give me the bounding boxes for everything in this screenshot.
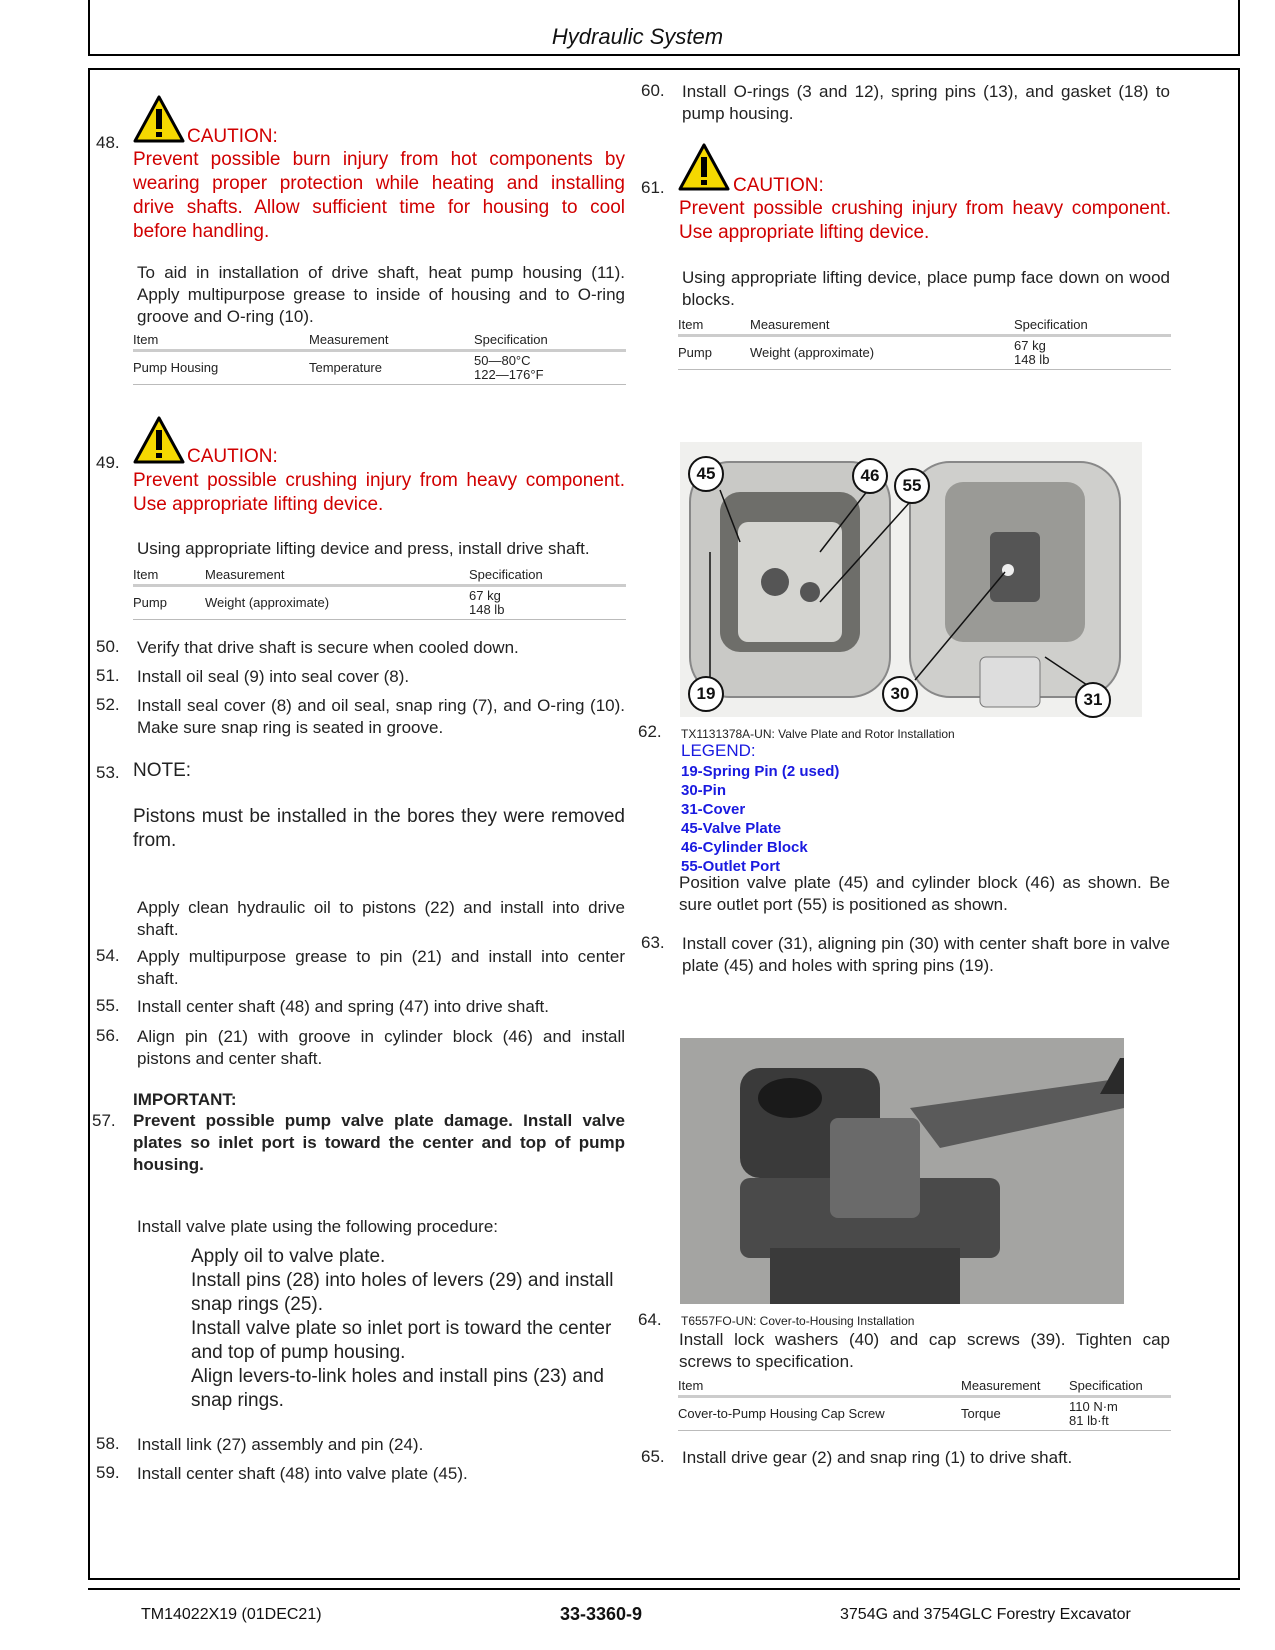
procedure-item: Apply oil to valve plate.	[191, 1246, 386, 1267]
important-text: Prevent possible pump valve plate damage. Install valve plates so inlet port is toward the center and top of pump housing.	[133, 1111, 625, 1174]
spec-table	[678, 315, 1171, 370]
footer-machine-name: 3754G and 3754GLC Forestry Excavator	[840, 1606, 1131, 1623]
table-cell: 148 lb	[1014, 352, 1050, 367]
step-text: Install drive gear (2) and snap ring (1) to drive shaft.	[682, 1448, 1073, 1467]
step-number: 57.	[92, 1111, 116, 1130]
legend-item: 19-Spring Pin (2 used)	[681, 763, 840, 780]
step-text: Install cover (31), aligning pin (30) with center shaft bore in valve plate (45) and holes with spring pins (19).	[682, 934, 1170, 975]
step-text: Install oil seal (9) into seal cover (8).	[137, 667, 410, 686]
table-cell: 67 kg	[469, 588, 501, 603]
table-cell: Pump	[133, 586, 205, 620]
caution-title: CAUTION:	[187, 126, 278, 147]
table-header: Item	[678, 1376, 961, 1397]
procedure-item: Install valve plate so inlet port is toward the center and top of pump housing.	[191, 1318, 612, 1363]
table-cell: 50—80°C	[474, 353, 531, 368]
table-cell: Torque	[961, 1397, 1069, 1431]
legend-item: 45-Valve Plate	[681, 820, 782, 837]
step-number: 54.	[96, 946, 120, 965]
caution-text: Prevent possible crushing injury from heavy component. Use appropriate lifting device.	[679, 198, 1171, 243]
procedure-list	[191, 1245, 626, 1413]
table-header: Measurement	[309, 330, 474, 351]
step-number: 53.	[96, 763, 120, 782]
important-title: IMPORTANT:	[133, 1090, 237, 1109]
table-cell: Pump Housing	[133, 351, 309, 385]
step-number: 52.	[96, 695, 120, 714]
table-cell: 148 lb	[469, 602, 505, 617]
table-cell: Pump	[678, 336, 750, 370]
table-cell: Weight (approximate)	[750, 336, 1014, 370]
cover-housing-illustration	[680, 1038, 1124, 1304]
table-cell: Temperature	[309, 351, 474, 385]
warning-icon	[678, 143, 730, 191]
table-header: Item	[678, 315, 750, 336]
table-header: Measurement	[205, 565, 469, 586]
legend-item: 55-Outlet Port	[681, 858, 781, 875]
step-number: 60.	[641, 81, 665, 100]
step-text: Install link (27) assembly and pin (24).	[137, 1435, 424, 1454]
legend-item: 31-Cover	[681, 801, 746, 818]
step-number: 63.	[641, 933, 665, 952]
table-header: Item	[133, 330, 309, 351]
cover-housing-photo	[680, 1038, 1124, 1304]
step-text: Align pin (21) with groove in cylinder block (46) and install pistons and center shaft.	[137, 1027, 625, 1068]
caution-text: Prevent possible burn injury from hot components by wearing proper protection while heating and installing drive shafts. Allow sufficient time for housing to cool before handling.	[133, 149, 625, 242]
step-number: 61.	[641, 178, 665, 197]
legend-item: 46-Cylinder Block	[681, 839, 808, 856]
step-number: 50.	[96, 637, 120, 656]
note-title: NOTE:	[133, 760, 192, 781]
table-header: Specification	[1069, 1376, 1171, 1397]
caution-text: Prevent possible crushing injury from heavy component. Use appropriate lifting device.	[133, 470, 625, 515]
callout-30: 30	[882, 676, 918, 712]
step-text: Verify that drive shaft is secure when cooled down.	[137, 638, 519, 657]
spec-table	[133, 565, 626, 620]
legend-list	[681, 762, 839, 876]
callout-19: 19	[688, 676, 724, 712]
table-header: Item	[133, 565, 205, 586]
callout-31: 31	[1075, 682, 1111, 718]
step-number: 62.	[638, 722, 662, 741]
callout-45: 45	[688, 456, 724, 492]
warning-icon	[133, 95, 185, 143]
table-header: Measurement	[961, 1376, 1069, 1397]
table-cell: Cover-to-Pump Housing Cap Screw	[678, 1397, 961, 1431]
procedure-item: Install pins (28) into holes of levers (29) and install snap rings (25).	[191, 1270, 614, 1315]
step-number: 48.	[96, 133, 120, 152]
warning-icon	[133, 416, 185, 464]
figure-caption: TX1131378A-UN: Valve Plate and Rotor Installation	[681, 727, 955, 741]
step-text: Apply multipurpose grease to pin (21) and install into center shaft.	[137, 947, 625, 988]
step-number: 59.	[96, 1463, 120, 1482]
step-text: Apply clean hydraulic oil to pistons (22) and install into drive shaft.	[137, 898, 625, 939]
figure-caption: T6557FO-UN: Cover-to-Housing Installation	[681, 1314, 915, 1328]
step-number: 58.	[96, 1434, 120, 1453]
step-text: Install O-rings (3 and 12), spring pins (13), and gasket (18) to pump housing.	[682, 82, 1170, 123]
step-text: To aid in installation of drive shaft, heat pump housing (11). Apply multipurpose grease to inside of housing and to O-ring groove and O-ring (10).	[137, 263, 625, 326]
note-text: Pistons must be installed in the bores they were removed from.	[133, 806, 625, 851]
page-title: Hydraulic System	[551, 24, 724, 49]
caution-title: CAUTION:	[733, 175, 824, 196]
page-number: 33-3360-9	[560, 1604, 643, 1624]
table-header: Specification	[1014, 315, 1171, 336]
procedure-item: Align levers-to-link holes and install pins (23) and snap rings.	[191, 1366, 604, 1411]
table-header: Specification	[469, 565, 626, 586]
table-cell: 67 kg	[1014, 338, 1046, 353]
table-header: Measurement	[750, 315, 1014, 336]
table-cell: Weight (approximate)	[205, 586, 469, 620]
step-number: 55.	[96, 996, 120, 1015]
spec-table	[133, 330, 626, 385]
table-cell: 81 lb·ft	[1069, 1413, 1109, 1428]
callout-55: 55	[894, 468, 930, 504]
spec-table	[678, 1376, 1171, 1431]
table-cell: 110 N·m	[1069, 1399, 1118, 1414]
step-text: Using appropriate lifting device, place pump face down on wood blocks.	[682, 268, 1170, 309]
step-text: Position valve plate (45) and cylinder block (46) as shown. Be sure outlet port (55) is positioned as shown.	[679, 873, 1170, 914]
step-number: 49.	[96, 453, 120, 472]
caution-title: CAUTION:	[187, 446, 278, 467]
step-number: 51.	[96, 666, 120, 685]
footer-manual-id: TM14022X19 (01DEC21)	[141, 1606, 322, 1623]
legend-item: 30-Pin	[681, 782, 727, 799]
table-cell: 122—176°F	[474, 367, 544, 382]
step-text: Install lock washers (40) and cap screws (39). Tighten cap screws to specification.	[679, 1330, 1170, 1371]
step-text: Install seal cover (8) and oil seal, snap ring (7), and O-ring (10). Make sure snap ring is seated in groove.	[137, 696, 625, 737]
step-text: Install valve plate using the following procedure:	[137, 1217, 498, 1236]
step-number: 65.	[641, 1447, 665, 1466]
step-number: 56.	[96, 1026, 120, 1045]
step-text: Install center shaft (48) and spring (47) into drive shaft.	[137, 997, 549, 1016]
legend-title: LEGEND:	[681, 741, 756, 760]
step-text: Install center shaft (48) into valve plate (45).	[137, 1464, 468, 1483]
callout-46: 46	[852, 458, 888, 494]
step-number: 64.	[638, 1310, 662, 1329]
footer-divider	[88, 1588, 1240, 1590]
table-header: Specification	[474, 330, 626, 351]
step-text: Using appropriate lifting device and press, install drive shaft.	[137, 539, 590, 558]
